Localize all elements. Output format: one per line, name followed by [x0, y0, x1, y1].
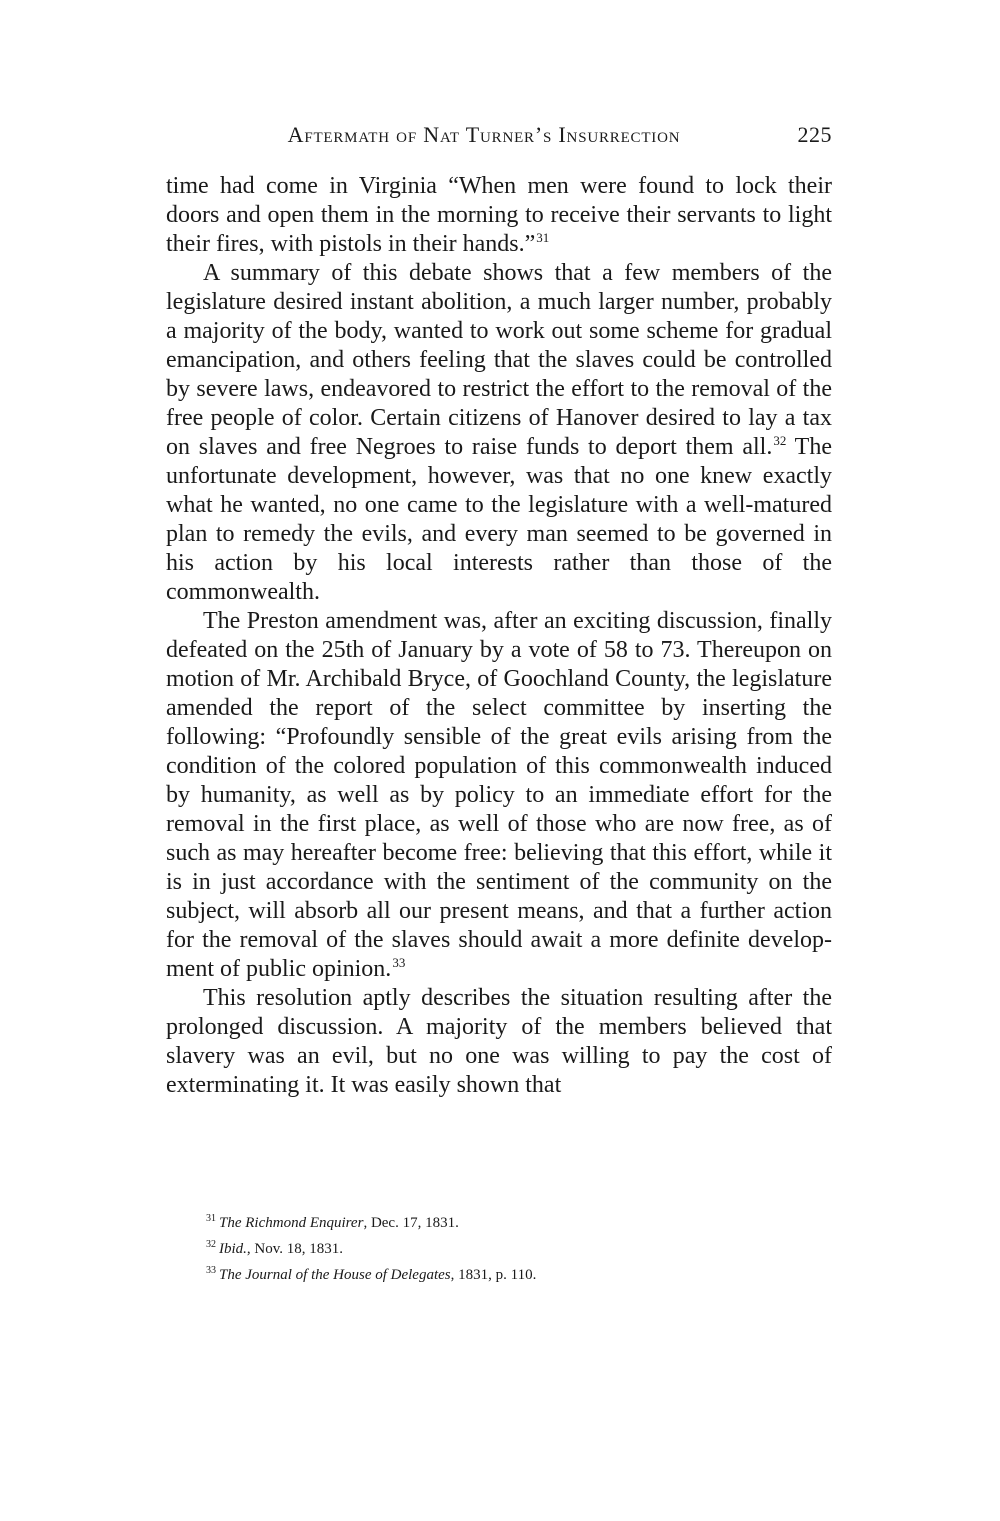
footnote-source-title: The Journal of the House of Delegates [219, 1267, 451, 1283]
footnote-source-detail: , Dec. 17, 1831. [363, 1215, 459, 1231]
paragraph-text: time had come in Virginia “When men were found to lock their doors and open them in the morning to receive their servants to light their fires, with pistols in their hands.” [166, 173, 832, 257]
footnote-ref-31: 31 [536, 230, 550, 245]
paragraph-4 [166, 984, 832, 1100]
footnote-32 [206, 1234, 826, 1260]
footnote-number: 31 [206, 1213, 216, 1224]
running-head [166, 118, 832, 152]
footnotes [206, 1208, 826, 1286]
footnote-31 [206, 1208, 826, 1234]
footnote-ref-32: 32 [773, 433, 787, 448]
paragraph-text: A summary of this debate shows that a few members of the legislature desired instant abolition, a much larger number, probably a majority of the body, wanted to work out some scheme for gradual emancipation, and others feeling that the slaves could be controlled by severe laws, endeavored to restrict the effort to the removal of the free people of color. Certain citizens of Hanover desired to lay a tax on slaves and free Negroes to raise funds to deport them all. [166, 260, 832, 460]
paragraph-1 [166, 172, 832, 259]
footnote-source-detail: , Nov. 18, 1831. [246, 1241, 344, 1257]
footnote-source-title: The Richmond Enquirer [219, 1215, 364, 1231]
footnote-source-title: Ibid. [219, 1241, 247, 1257]
paragraph-2 [166, 259, 832, 607]
paragraph-text: The unfortunate development, however, was that no one knew exactly what he wanted, no one came to the legislature with a well-matured plan to remedy the evils, and every man seemed to be governed in his action by his local interests rather than those of the commonwealth. [166, 434, 832, 605]
body-text [166, 172, 832, 1100]
footnote-number: 33 [206, 1265, 216, 1276]
footnote-ref-33: 33 [392, 955, 406, 970]
running-head-title: Aftermath of Nat Turner’s Insurrection [287, 122, 681, 147]
paragraph-3 [166, 607, 832, 984]
footnote-33 [206, 1260, 826, 1286]
page-number: 225 [797, 122, 832, 147]
footnote-number: 32 [206, 1239, 216, 1250]
footnote-source-detail: , 1831, p. 110. [450, 1267, 537, 1283]
paragraph-text: This resolution aptly describes the situation resulting after the prolonged discussion. A majority of the members believed that slavery was an evil, but no one was willing to pay the cost of exterminating it. It was easily shown that [166, 985, 832, 1098]
paragraph-text: The Preston amendment was, after an exciting discussion, finally defeated on the 25th of January by a vote of 58 to 73. Thereupon on motion of Mr. Archibald Bryce, of Goochland County, the legislature amended the report of the select committee by inserting the following: “Profoundly sensible of the great evils arising from the condition of the colored population of this commonwealth induced by humanity, as well as by policy to an immediate effort for the removal in the first place, as well of those who are now free, as of such as may hereafter become free: believing that this effort, while it is in just accordance with the sentiment of the community on the subject, will absorb all our present means, and that a further action for the removal of the slaves should await a more definite development of public opinion. [166, 608, 832, 982]
